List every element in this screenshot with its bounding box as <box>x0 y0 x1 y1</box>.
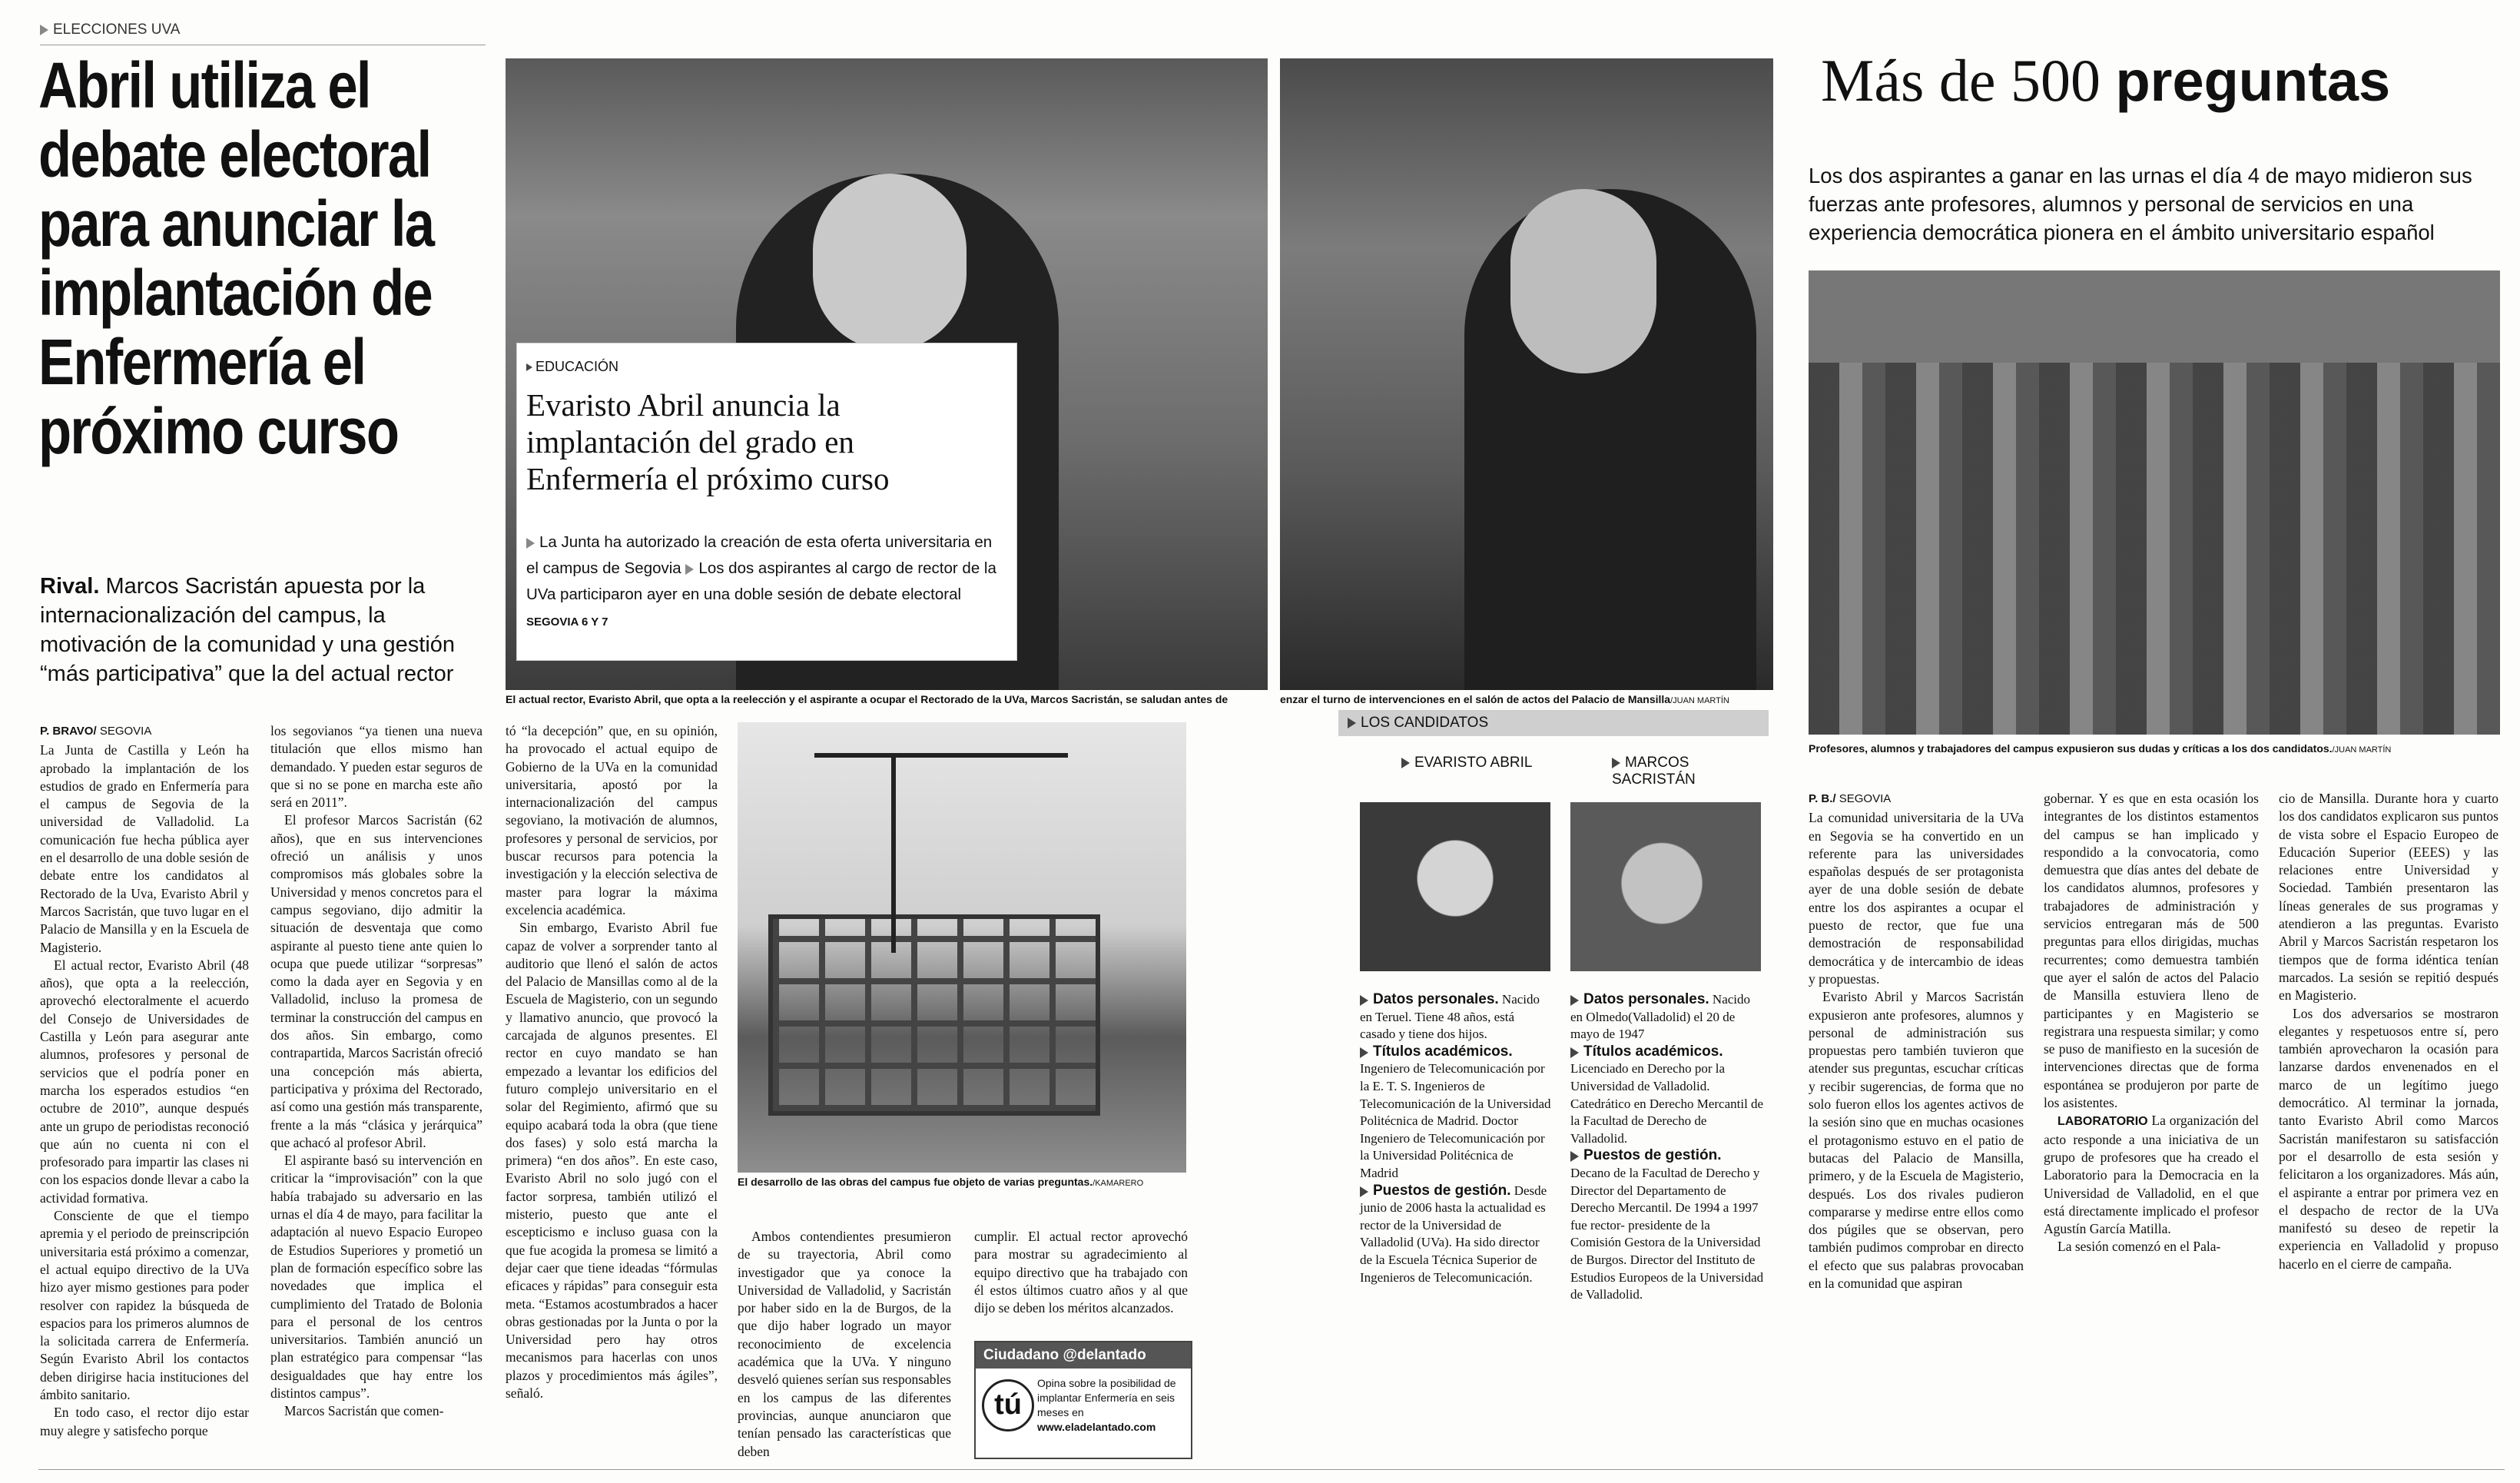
paragraph: El profesor Marcos Sacristán (62 años), que en sus intervenciones ofreció un análisis y unos compromisos más globales sobre la Universidad y menos concretos para el campus segoviano, dijo admitir la situación de desventaja que como aspirante al puesto tiene ante quien lo ocupa que puede utilizar “sorpresas” como la dada ayer en Segovia y en Valladolid, incluso la promesa de terminar la construcción del campus en dos años. Sin embargo, como contrapartida, Marcos Sacristán ofreció una concepción más abierta, participativa y próxima del Rectorado, así como una gestión más transparente, frente a la más “clásica y jerárquica” que achacó al profesor Abril. <box>270 812 482 1150</box>
section-label: LABORATORIO <box>2057 1115 2148 1129</box>
paragraph: los segovianos “ya tienen una nueva titulación que ellos mismo han demandado. Y pueden estar seguros de que si no se pone en marcha este año será en 2011”. <box>270 723 482 811</box>
paragraph: Evaristo Abril y Marcos Sacristán expusieron ante profesores, alumnos y personal de administración sus propuestas pero también tuvieron que atender sus preguntas, escuchar críticas y recibir sugerencias, de forma que no solo fueron ellos los agentes activos de la sesión sino que en muchas ocasiones el protagonismo estuvo en el patio de butacas del Palacio de Mansilla, primero, y de la Escuela de Magisterio, después. Los dos rivales pudieron compararse y medirse entre ellos como dos púgiles que se observan, pero también pudimos comprobar en directo el efecto que sus palabras provocaban en la comunidad que aspiran <box>1809 989 2024 1292</box>
arrow-icon <box>1570 1047 1579 1058</box>
sacristan-profile: Datos personales. Nacido en Olmedo(Valladolid) el 20 de mayo de 1947 Títulos académicos. Licenciado en Derecho por la Universidad de Valladolid. Catedrático en Derecho Mercantil de la Facultad de Derecho de Valladolid. Puestos de gestión. Decano de la Facultad de Derecho y Director del Departamento de Derecho Mercantil. De 1994 a 1997 fue rector- presidente de la Comisión Gestora de la Universidad de Burgos. Director del Instituto de Estudios Europeos de la Universidad de Valladolid. <box>1570 991 1764 1302</box>
arrow-icon <box>1401 758 1410 768</box>
paragraph: gobernar. Y es que en esta ocasión los integrantes de los distintos estamentos del campus se han implicado y respondido a la convocatoria, como demuestra que días antes del debate de los candidatos alumnos, profesores y trabajadores de administración y servicios entregaran más de 500 preguntas para ellos dirigidas, muchas recurrentes; como demuestra también que ayer el salón de actos del Palacio de Mansilla estuviera lleno de participantes y en Magisterio se registrara una respuesta similar; y como se puso de manifiesto en la sucesión de intervenciones directas que de forma espontánea se produjeron por parte de los asistentes. <box>2044 791 2259 1111</box>
paragraph: cumplir. El actual rector aprovechó para mostrar su agradecimiento al equipo directivo que ha trabajado con él estos últimos cuatro años y al que dijo se deben los méritos alcanzados. <box>974 1229 1188 1316</box>
subhead-kicker: Rival. <box>40 574 100 599</box>
article-column-2 <box>270 722 482 1421</box>
article-column-1 <box>40 722 249 1440</box>
right-deck: Los dos aspirantes a ganar en las urnas el día 4 de mayo midieron sus fuerzas ante profesores, alumnos y personal de servicios en una experiencia democrática pionera en el ámbito universitario español <box>1809 164 2472 244</box>
handshake-caption-left: El actual rector, Evaristo Abril, que opta a la reelección y el aspirante a ocupar el Rectorado de la UVa, Marcos Sacristán, se saludan antes de <box>506 693 1228 705</box>
right-column-3 <box>2279 790 2498 1273</box>
handshake-caption-right: enzar el turno de intervenciones en el salón de actos del Palacio de Mansilla/JUAN MARTÍN <box>1280 693 1729 705</box>
paragraph: La comunidad universitaria de la UVa en Segovia se ha convertido en un referente para las universidades españolas después de ser protagonista ayer de una doble sesión de debate entre los dos aspirantes a ocupar el puesto de rector, que fue una demostración de responsabilidad democrática y de intercambio de ideas y propuestas. <box>1809 810 2024 987</box>
right-column-2: gobernar. Y es que en esta ocasión los integrantes de los distintos estamentos del campus se han implicado y respondido a la convocatoria, como demuestra que días antes del debate de los candidatos alumnos, profesores y trabajadores de administración y servicios entregaran más de 500 preguntas para ellos dirigidas, muchas recurrentes; como demuestra también que ayer el salón de actos del Palacio de Mansilla estuviera lleno de participantes y en Magisterio se registrara una respuesta similar; y como se puso de manifiesto en la sucesión de intervenciones directas que de forma espontánea se produjeron por parte de los asistentes. LABORATORIO La organización del acto responde a una iniciativa de un grupo de profesores que ha creado el Laboratorio para la Democracia en la Universidad de Valladolid, en el que está directamente implicado el profesor Agustín García Matilla. La sesión comenzó en el Pala- <box>2044 790 2259 1256</box>
candidates-header: LOS CANDIDATOS <box>1338 710 1769 736</box>
candidate-name-sacristan: MARCOS SACRISTÁN <box>1612 755 1696 788</box>
paragraph: Consciente de que el tiempo apremia y el periodo de preinscripción universitaria está próximo a comenzar, el actual equipo directivo de la UVa hizo ayer mismo gestiones para poder resolver con rapidez la búsqueda de espacios para los primeros alumnos de la solicitada carrera de Enfermería. Según Evaristo Abril los contactos deben dirigirse hacia instituciones del ámbito sanitario. <box>40 1208 249 1402</box>
paragraph: Ambos contendientes presumieron de su trayectoria, Abril como investigador que ya conoce la Universidad de Valladolid, y Sacristán por haber sido en la de Burgos, de la que dijo haber logrado un mayor reconocimiento de excelencia académica que la UVa. Y ninguno desveló quienes serían sus responsables en los campus de las diferentes provincias, aunque anunciaron que tenían pensado las características que deben <box>738 1229 951 1459</box>
audience-caption: Profesores, alumnos y trabajadores del campus expusieron sus dudas y críticas a los dos candidatos./JUAN MARTÍN <box>1809 742 2392 755</box>
paragraph: tó “la decepción” que, en su opinión, ha provocado el actual equipo de Gobierno de la UVa en la comunidad universitaria, apostó por la internacionalización del campus segoviano, la motivación de alumnos, profesores y personal de servicios, por buscar recursos para potencia la investigación y la elección selectiva de master para lograr la máxima excelencia académica. <box>506 723 718 917</box>
arrow-icon <box>1612 758 1620 768</box>
construction-photo <box>738 722 1186 1173</box>
abril-portrait <box>1360 802 1550 971</box>
arrow-icon <box>1348 718 1356 728</box>
article-column-3 <box>506 722 718 1402</box>
paragraph: Sin embargo, Evaristo Abril fue capaz de volver a sorprender tanto al auditorio que llenó el salón de actos del Palacio de Mansillas como al de la Escuela de Magisterio, con un segundo y llamativo anuncio, que provocó la carcajada de algunos presentes. El rector en cuyo mandato se han empezado a levantar los edificios del futuro complejo universitario en el solar del Regimiento, afirmó que su equipo acabará toda la obra (que tiene dos fases) y solo está marcha la primera) “en dos años”. En este caso, Evaristo Abril no solo jugó con el factor sorpresa, también utilizó el misterio, puesto que ante el escepticismo e incluso guasa con la que fue acogida la promesa se limitó a dejar caer que tiene ideadas “fórmulas eficaces y rápidas” para conseguir esta meta. “Estamos acostumbrados a hacer obras gestionadas por la Junta o por la Universidad pero hay otros mecanismos para hacerlas con unos plazos y procedimientos más ágiles”, señaló. <box>506 920 718 1401</box>
paragraph: El actual rector, Evaristo Abril (48 años), que opta a la reelección, aprovechó electoralmente el acuerdo del Consejo de Universidades de Castilla y León para asegurar ante alumnos, profesores y personal de servicios que el podría poner en marcha los esperados estudios “en octubre de 2010”, aunque después ante un grupo de periodistas reconoció que aún no cuenta ni con el profesorado para impartir las clases ni con los espacios donde llevar a cabo la actividad formativa. <box>40 957 249 1206</box>
crane-arm <box>814 753 1068 758</box>
building-frame <box>768 914 1100 1116</box>
paragraph: En todo caso, el rector dijo estar muy alegre y satisfecho porque <box>40 1405 249 1438</box>
paragraph: La sesión comenzó en el Pala- <box>2057 1239 2221 1255</box>
arrow-icon <box>1570 1151 1579 1162</box>
audience-rows <box>1809 363 2500 735</box>
paragraph: cio de Mansilla. Durante hora y cuarto los dos candidatos explicaron sus puntos de vista sobre el Espacio Europeo de Educación Superior (EEES) y las relaciones entre Universidad y Sociedad. También presentaron las líneas generales de sus programas y atendieron a las preguntas. Evaristo Abril y Marcos Sacristán respetaron los tiempos que de forma idéntica tenían marcados. La sesión se repitió después en Magisterio. <box>2279 791 2498 1004</box>
candidate-name-abril: EVARISTO ABRIL <box>1401 755 1532 771</box>
paragraph: El aspirante basó su intervención en criticar la “improvisación” con la que había trabajado su adversario en las urnas el día 4 de mayo, para facilitar la adaptación al nuevo Espacio Europeo de Estudios Superiores y prometió un plan de formación específico sobre las novedades que implica el cumplimiento del Tratado de Bolonia para el personal de los centros universitarios. También anunció un plan estratégico para compensar “las desigualdades que hay entre los distintos campus”. <box>270 1153 482 1401</box>
paragraph: Los dos adversarios se mostraron elegantes y respetuosos entre sí, pero también aprovecharon la ocasión para lanzarse dardos envenenados en el marco de un legítimo juego democrático. Al terminar la jornada, tanto Evaristo Abril como Marcos Sacristán manifestaron su satisfacción por el desarrollo de esta sesión y felicitaron a los organizadores. Más aún, el aspirante a entrar por primera vez en el despacho de rector de la UVa manifestó su deseo de repetir la experiencia en Valladolid y propuso hacerlo en el cierre de campaña. <box>2279 1005 2498 1272</box>
construction-caption: El desarrollo de las obras del campus fue objeto de varias preguntas./KAMARERO <box>738 1176 1144 1188</box>
inset-summary: La Junta ha autorizado la creación de esta oferta universitaria en el campus de Segovia Los dos aspirantes al cargo de rector de la UVa participaron ayer en una doble sesión de debate electoral SEGOVIA 6 Y 7 <box>526 533 996 629</box>
section-label: ELECCIONES UVA <box>40 22 180 38</box>
website-link[interactable]: www.eladelantado.com <box>1037 1421 1156 1433</box>
arrow-icon <box>1360 1186 1368 1197</box>
arrow-icon <box>1360 995 1368 1006</box>
arrow-icon <box>40 25 48 35</box>
inset-tag: EDUCACIÓN <box>526 359 618 375</box>
ciudadano-box <box>974 1341 1192 1459</box>
arrow-icon <box>526 363 532 371</box>
arrow-icon <box>526 538 535 549</box>
candidates-box <box>1338 710 1769 1482</box>
audience-photo <box>1809 270 2500 735</box>
paragraph: Marcos Sacristán que comen- <box>284 1403 444 1419</box>
inset-headline: Evaristo Abril anuncia la implantación del grado en Enfermería el próximo curso <box>526 387 890 496</box>
face-shape <box>813 174 967 350</box>
arrow-icon <box>1360 1047 1368 1058</box>
photo-gutter <box>1268 58 1280 690</box>
subhead <box>40 572 486 688</box>
inset-box <box>516 343 1017 661</box>
right-column-1 <box>1809 790 2024 1292</box>
subhead-text: Marcos Sacristán apuesta por la internacionalización del campus, la motivación de la comunidad y una gestión “más participativa” que la del actual rector <box>40 574 456 686</box>
face-shape <box>1510 189 1656 373</box>
byline: P. B./ SEGOVIA <box>1809 792 1892 805</box>
main-headline: Abril utiliza el debate electoral para anunciar la implantación de Enfermería el próximo curso <box>38 49 434 467</box>
right-headline: Más de 500 preguntas <box>1821 47 2391 114</box>
ciudadano-title: Ciudadano @delantado <box>976 1342 1191 1369</box>
article-column-5 <box>974 1228 1188 1317</box>
article-column-4 <box>738 1228 951 1461</box>
sacristan-portrait <box>1570 802 1761 971</box>
tu-logo: tú <box>982 1379 1034 1432</box>
arrow-icon <box>1570 995 1579 1006</box>
ciudadano-text: Opina sobre la posibilidad de implantar Enfermería en seis meses en www.eladelantado.com <box>1037 1376 1185 1435</box>
arrow-icon <box>685 564 694 575</box>
bottom-rule <box>38 1469 2505 1470</box>
crane <box>891 753 896 953</box>
paragraph: La Junta de Castilla y León ha aprobado la implantación de los estudios de grado en Enfermería para el campus de Segovia de la universidad de Valladolid. La comunicación fue hecha pública ayer en el desarrollo de una doble sesión de debate entre los candidatos al Rectorado de la Uva, Evaristo Abril y Marcos Sacristán, que tuvo lugar en el Palacio de Mansilla y en la Escuela de Magisterio. <box>40 742 249 955</box>
abril-profile: Datos personales. Nacido en Teruel. Tiene 48 años, está casado y tiene dos hijos. Títulos académicos. Ingeniero de Telecomunicación por la E. T. S. Ingenieros de Telecomunicación de la Universidad Politécnica de Madrid. Doctor Ingeniero de Telecomunicación por la Universidad Politécnica de Madrid Puestos de gestión. Desde junio de 2006 hasta la actualidad es rector de la Universidad de Valladolid (UVa). Ha sido director de la Escuela Técnica Superior de Ingenieros de Telecomunicación. <box>1360 991 1551 1285</box>
byline: P. BRAVO/ SEGOVIA <box>40 725 152 738</box>
page-reference: SEGOVIA 6 Y 7 <box>526 615 608 629</box>
handshake-photo-right <box>1280 58 1773 690</box>
